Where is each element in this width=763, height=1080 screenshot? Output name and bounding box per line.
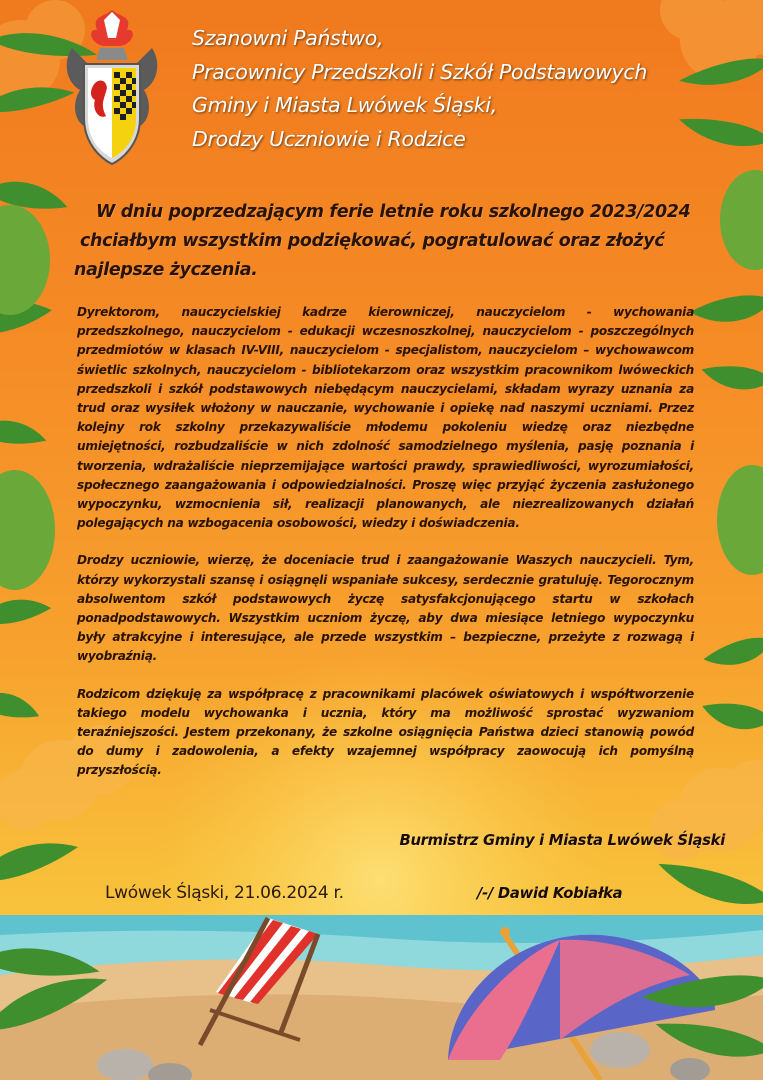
place-and-date: Lwówek Śląski, 21.06.2024 r. xyxy=(105,883,344,903)
stone-right xyxy=(590,1032,650,1068)
greeting-line-3: Gminy i Miasta Lwówek Śląski, xyxy=(192,93,497,117)
intro-line-2: chciałbym wszystkim podziękować, pogratulować oraz złożyć xyxy=(80,231,665,251)
greeting-line-4: Drodzy Uczniowie i Rodzice xyxy=(192,126,466,151)
paragraph-teachers: Dyrektorom, nauczycielskiej kadrze kierowniczej, nauczycielom - wychowania przedszkolnego, nauczycielom - edukacji wczesnoszkolnej, nauczycielom - poszczególnych przedmiotów w klasach IV-VIII, nauczycielom - specjalistom, nauczycielom – wychowawcom świetlic szkolnych, nauczycielom - bibliotekarzom oraz wszystkim pracownikom lwóweckich przedszkoli i szkół podstawowych niebędącym nauczycielami, składam wyrazy uznania za trud oraz wysiłek włożony w nauczanie, wychowanie i opiekę nad naszymi uczniami. Przez kolejny rok szkolny przekazywaliście młodemu pokoleniu wiedzę oraz niezbędne umiejętności, rozbudzaliście w nich zdolność samodzielnego myślenia, pasję poznania i tworzenia, wdrażaliście nieprzemijające wartości prawdy, sprawiedliwości, wyrozumiałości, społecznego zaangażowania i odpowiedzialności. Proszę więc przyjąć życzenia zasłużonego wypoczynku, wzmocnienia sił, realizacji planowanych, ale niezrealizowanych działań polegających na wzbogacenia osobowości, wiedzy i doświadczenia. xyxy=(77,305,694,531)
greeting-header xyxy=(192,22,752,156)
paragraph-students: Drodzy uczniowie, wierzę, że doceniacie trud i zaangażowanie Waszych nauczycieli. Tym, którzy wykorzystali szansę i osiągnęli wspaniałe sukcesy, serdecznie gratuluję. Tegorocznym absolwentom szkół podstawowych życzę satysfakcjonującego startu w szkołach ponadpodstawowych. Wszystkim uczniom życzę, aby dwa miesiące letniego wypoczynku były atrakcyjne i interesujące, ale przede wszystkim – bezpieczne, przeżyte z rozwagą i wyobraźnią. xyxy=(77,553,694,664)
letter-body xyxy=(77,303,694,799)
intro-line-3: najlepsze życzenia. xyxy=(74,260,258,280)
greeting-line-2: Pracownicy Przedszkoli i Szkół Podstawowych xyxy=(192,59,648,84)
greeting-line-1: Szanowni Państwo, xyxy=(192,26,384,50)
monstera-left xyxy=(0,205,55,590)
stone-left xyxy=(97,1049,153,1080)
paragraph-parents: Rodzicom dziękuję za współpracę z pracownikami placówek oświatowych i współtworzenie takiego modelu wychowanka i ucznia, który ma możliwość sprostać wyzwaniom teraźniejszości. Jestem przekonany, że szkolne osiągnięcia Państwa dzieci stanowią powód do dumy i zadowolenia, a efekty wzajemnej współpracy zaowocują ich pomyślną przyszłością. xyxy=(77,686,694,778)
intro-statement xyxy=(74,198,700,285)
signer-name: /-/ Dawid Kobiałka xyxy=(477,885,623,902)
signature-title: Burmistrz Gminy i Miasta Lwówek Śląski xyxy=(399,832,725,849)
intro-line-1: W dniu poprzedzającym ferie letnie roku szkolnego 2023/2024 xyxy=(96,202,691,222)
coat-of-arms-logo xyxy=(62,8,162,168)
